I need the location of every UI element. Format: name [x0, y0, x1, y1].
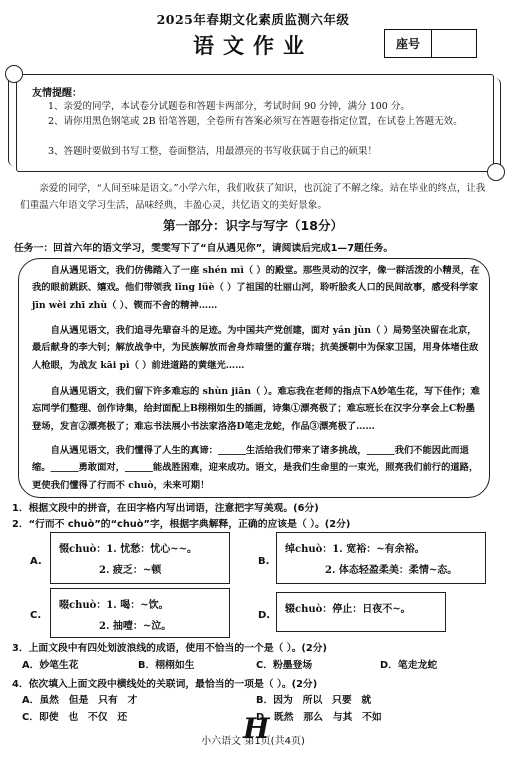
q3-option-c[interactable]: C．粉墨登场	[256, 660, 313, 671]
dict-a-line1: 惙chuò：1. 忧愁：忧心~~。	[59, 544, 197, 555]
q3-option-b[interactable]: B．栩栩如生	[138, 660, 195, 671]
q3-option-d[interactable]: D．笔走龙蛇	[380, 660, 438, 671]
dict-c-line2: 2. 抽噎：~泣。	[99, 621, 172, 632]
q3-option-a[interactable]: A．妙笔生花	[22, 660, 79, 671]
seat-label: 座号	[385, 30, 432, 57]
dict-b-line1: 绰chuò：1. 宽裕：~有余裕。	[285, 544, 425, 555]
page-footer: 小六语文 第1页(共4页)	[201, 736, 305, 747]
section-heading: 第一部分：识字与写字（18分）	[163, 218, 343, 233]
reminder-item-1: 1、亲爱的同学，本试卷分试题卷和答题卡两部分，考试时间 90 分钟，满分 100 分。	[48, 101, 410, 112]
intro-text: 亲爱的同学，“人间至味是语文。”小学六年，我们收获了知识，也沉淀了不解之缘。站在毕业的终点，让我们重温六年语文学习生活，品味经典，丰盈心灵，共忆语文的美好景象。	[20, 183, 486, 211]
seat-number-box[interactable]	[384, 29, 477, 58]
reminder-item-2: 2、请你用黑色钢笔或 2B 铅笔答题，全卷所有答案必须写在答题卷指定位置，在试卷上答题无效。	[48, 116, 463, 127]
option-c-letter[interactable]: C.	[30, 610, 42, 621]
passage-paragraph-4: 自从遇见语文，我们懂得了人生的真谛：______生活给我们带来了诸多挑战，______我们不能因此而退缩。______勇敢面对，______能战胜困难，迎来成功。语文，是我们生命里的一束光，照亮我们前行的道路，更使我们懂得了行而不 chuò，未来可期！	[32, 445, 479, 491]
passage-paragraph-2: 自从遇见语文，我们追寻先辈奋斗的足迹。为中国共产党创建，面对 yán jùn（ ）局势坚决留在北京，最后献身的李大钊；解放战争中，为民族解放而舍身炸暗堡的董存瑞；抗美援朝中为保家卫国，用身体堵住敌人枪眼，为战友 kāi pì（ ）前进道路的黄继光……	[32, 325, 479, 371]
reminder-item-3: 3、答题时要做到书写工整，卷面整洁，用最漂亮的书写收获属于自己的硕果！	[48, 146, 378, 157]
q4-option-c[interactable]: C．即使 也 不仅 还	[22, 712, 128, 723]
task-instruction: 任务一：回首六年的语文学习，雯雯写下了“自从遇见你”，请阅读后完成1—7题任务。	[14, 243, 394, 254]
dict-box-b	[276, 532, 486, 584]
dict-box-c	[50, 588, 230, 638]
question-1: 1．根据文段中的拼音，在田字格内写出词语，注意把字写美观。(6分)	[12, 503, 319, 514]
q4-option-b[interactable]: B．因为 所以 只要 就	[256, 695, 372, 706]
passage-paragraph-3: 自从遇见语文，我们留下许多难忘的 shùn jiān（ ）。难忘我在老师的指点下A妙笔生花，写下佳作；难忘同学们整理、创作诗集，给封面配上B栩栩如生的插画，诗集①漂亮极了；难忘班长在汉字分享会上C粉墨登场，发言②漂亮极了；难忘书法展小书法家洛洛D笔走龙蛇，作品③漂亮极了……	[32, 386, 480, 432]
dict-b-line2: 2. 体态轻盈柔美：柔情~态。	[325, 565, 458, 576]
question-3: 3．上面文段中有四处划波浪线的成语，使用不恰当的一个是（ ）。(2分)	[12, 643, 328, 654]
page-title: 语文作业	[193, 33, 313, 58]
option-a-letter[interactable]: A.	[30, 556, 42, 567]
dict-box-a	[50, 532, 230, 584]
option-d-letter[interactable]: D.	[258, 610, 271, 621]
dict-a-line2: 2. 疲乏：~顿	[99, 565, 162, 576]
q4-option-d[interactable]: D．既然 那么 与其 不如	[256, 712, 382, 723]
reminder-heading: 友情提醒：	[32, 88, 82, 99]
question-4: 4．依次填入上面文段中横线处的关联词，最恰当的一项是（ ）。(2分)	[12, 679, 318, 690]
dict-c-line1: 啜chuò：1. 喝：~饮。	[59, 600, 169, 611]
question-2: 2．“行而不 chuò”的“chuò”字，根据字典解释，正确的应该是（ ）。(2分)	[12, 519, 351, 530]
dict-box-d	[276, 592, 446, 632]
passage-paragraph-1: 自从遇见语文，我们仿佛踏入了一座 shén mì（ ）的殿堂。那些灵动的汉字，像一群活泼的小精灵，在我的眼前跳跃、嬉戏。他们带领我 lǐng lüè（ ）了祖国的壮丽山河，聆听脍炙人口的民间故事，感受科学家 jīn wèi zhī zhù（ ）、锲而不舍的精神……	[32, 265, 480, 311]
seat-input[interactable]	[432, 30, 476, 57]
option-b-letter[interactable]: B.	[258, 556, 270, 567]
q4-option-a[interactable]: A．虽然 但是 只有 才	[22, 695, 138, 706]
logo-mark: H	[243, 712, 270, 745]
exam-subtitle: 2025年春期文化素质监测六年级	[156, 12, 350, 27]
dict-d-line1: 辍chuò：停止：日夜不~。	[285, 604, 411, 615]
